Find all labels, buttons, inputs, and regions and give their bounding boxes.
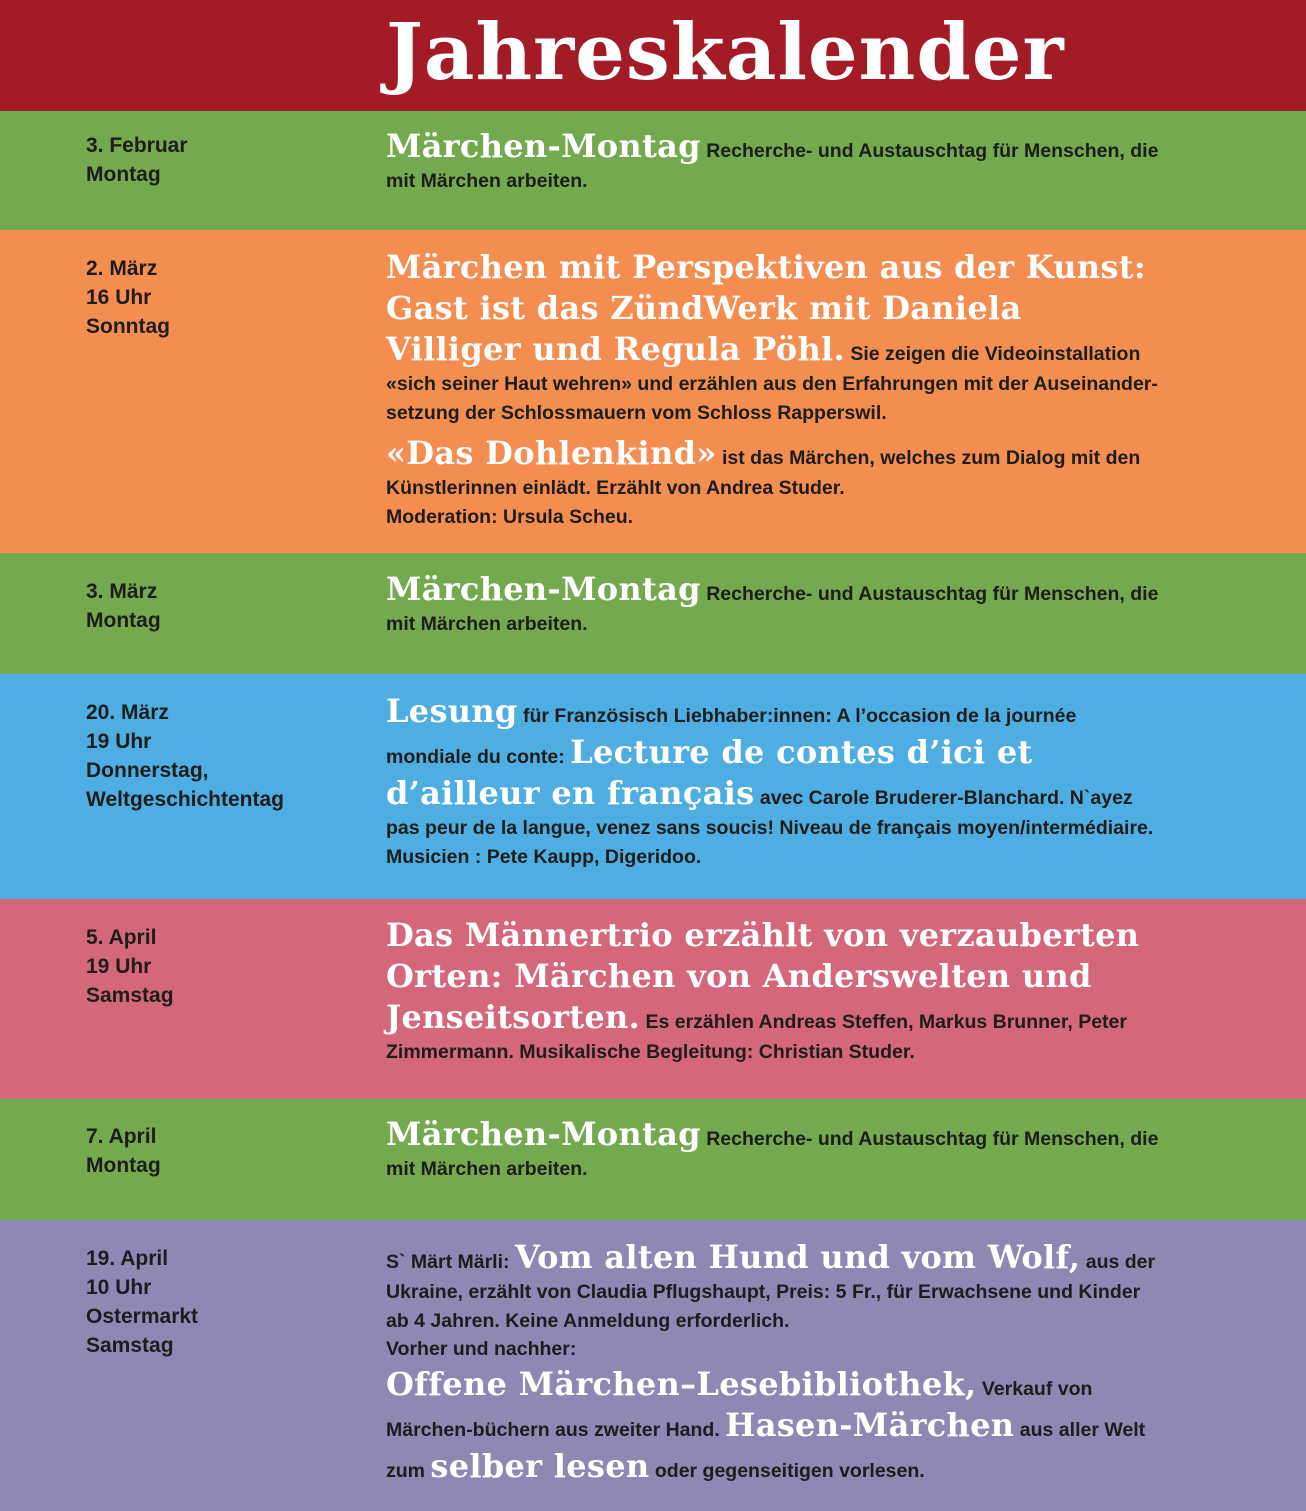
date-line: 3. Februar <box>86 134 188 157</box>
date-line: Weltgeschichtentag <box>86 788 284 811</box>
event-text: Verkauf von Märchen-büchern aus zweiter Hand. <box>386 1377 1093 1441</box>
event-row-6 <box>0 1099 1306 1220</box>
event-date <box>86 923 366 1010</box>
event-title: Märchen-Montag <box>386 570 701 608</box>
date-line: 19. April <box>86 1247 169 1270</box>
date-line: Sonntag <box>86 315 170 338</box>
event-text: für Französisch Liebhaber:innen: A l’occasion de la journée mondiale du conte: <box>386 705 1077 768</box>
event-description <box>386 1237 1166 1487</box>
event-text: oder gegenseitigen vorlesen. <box>654 1459 925 1482</box>
event-date <box>86 577 366 635</box>
date-line: Ostermarkt <box>86 1305 199 1328</box>
date-line: Montag <box>86 163 161 186</box>
event-subtitle: Hasen-Märchen <box>725 1405 1015 1444</box>
event-title: Lesung <box>386 692 518 730</box>
date-line: 5. April <box>86 926 157 949</box>
event-moderation: Moderation: Ursula Scheu. <box>386 505 634 528</box>
event-row-2 <box>0 230 1306 553</box>
event-description <box>386 691 1166 871</box>
event-date <box>86 254 366 341</box>
date-line: 19 Uhr <box>86 955 152 978</box>
event-date <box>86 698 366 814</box>
event-text: Es erzählen Andreas Steffen, Markus Brunner, Peter Zimmermann. Musikalische Begleitung: Christian Studer. <box>386 1011 1127 1063</box>
date-line: Donnerstag, <box>86 759 209 782</box>
event-text: Recherche- und Austauschtag für Menschen, die mit Märchen arbeiten. <box>386 1128 1159 1180</box>
event-description <box>386 569 1166 639</box>
event-text: aus der Ukraine, erzählt von Claudia Pflugshaupt, Preis: 5 Fr., für Erwachsene und Kinder ab 4 Jahren. Keine Anmeldung erforderlich. <box>386 1251 1156 1332</box>
date-line: 2. März <box>86 257 158 280</box>
event-row-1 <box>0 111 1306 230</box>
event-title: Märchen mit Perspektiven aus der Kunst: Gast ist das ZündWerk mit Daniela Villiger und Regula Pöhl. <box>386 248 1146 368</box>
event-title: Vom alten Hund und vom Wolf, <box>514 1238 1081 1276</box>
date-line: Montag <box>86 609 161 632</box>
event-title: Märchen-Montag <box>386 1115 701 1153</box>
event-date <box>86 131 366 189</box>
event-description <box>386 915 1166 1067</box>
event-description <box>386 247 1166 531</box>
header-banner <box>0 0 1306 111</box>
event-row-3 <box>0 553 1306 674</box>
event-text: Recherche- und Austauschtag für Menschen, die mit Märchen arbeiten. <box>386 140 1159 192</box>
event-intro: S` Märt Märli: <box>386 1251 510 1273</box>
event-text: Recherche- und Austauschtag für Menschen, die mit Märchen arbeiten. <box>386 583 1159 635</box>
event-text: aus aller Welt zum <box>386 1418 1146 1482</box>
date-line: 7. April <box>86 1125 157 1148</box>
event-date <box>86 1244 366 1360</box>
event-musician: Musicien : Pete Kaupp, Digeridoo. <box>386 845 702 868</box>
event-description <box>386 1114 1166 1184</box>
event-row-7 <box>0 1220 1306 1511</box>
date-line: 10 Uhr <box>86 1276 152 1299</box>
date-line: 19 Uhr <box>86 730 152 753</box>
event-row-5 <box>0 899 1306 1099</box>
event-title: Das Männertrio erzählt von verzauberten Orten: Märchen von Anderswelten und Jenseitsorten. <box>386 916 1140 1036</box>
date-line: Montag <box>86 1154 161 1177</box>
date-line: Samstag <box>86 1334 174 1357</box>
event-subtitle: «Das Dohlenkind» <box>386 434 717 472</box>
date-line: Samstag <box>86 984 174 1007</box>
event-description <box>386 126 1166 196</box>
date-line: 3. März <box>86 580 158 603</box>
event-date <box>86 1122 366 1180</box>
event-note: Vorher und nachher: <box>386 1338 577 1360</box>
event-text: avec Carole Bruderer-Blanchard. N`ayez pas peur de la langue, venez sans soucis! Niveau de français moyen/intermédiaire. <box>386 787 1154 839</box>
date-line: 20. März <box>86 701 169 724</box>
event-text: ist das Märchen, welches zum Dialog mit den Künstlerinnen einlädt. Erzählt von Andrea Studer. <box>386 447 1141 499</box>
event-text: Sie zeigen die Videoinstallation «sich seiner Haut wehren» und erzählen aus den Erfahrungen mit der Auseinander-setzung der Schlossmauern vom Schloss Rapperswil. <box>386 343 1158 424</box>
date-line: 16 Uhr <box>86 286 152 309</box>
event-subtitle: Lecture de contes d’ici et d’ailleur en français <box>386 733 1033 812</box>
event-title: Märchen-Montag <box>386 127 701 165</box>
event-subtitle: Offene Märchen–Lesebibliothek, <box>386 1364 977 1403</box>
event-row-4 <box>0 674 1306 899</box>
page-title: Jahreskalender <box>386 7 1065 98</box>
event-subtitle: selber lesen <box>430 1446 650 1485</box>
